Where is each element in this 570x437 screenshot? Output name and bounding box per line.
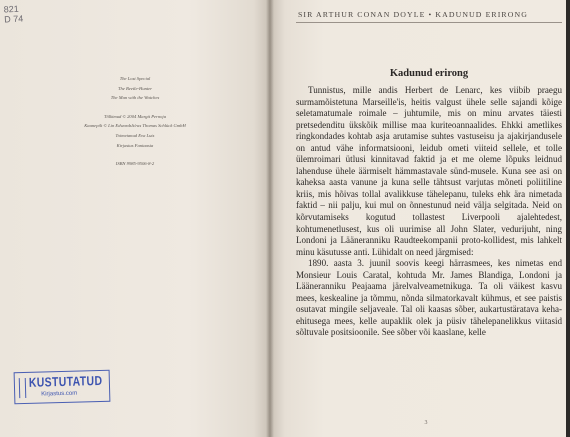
running-head: SIR ARTHUR CONAN DOYLE • KADUNUD ERIRONG (298, 10, 528, 19)
original-title: The Man with the Watches (110, 95, 160, 101)
background-edge (566, 0, 570, 437)
stamp-mark (19, 378, 27, 398)
pencil-note-line: 821 (3, 3, 20, 15)
page-number: 3 (424, 420, 428, 426)
left-page (0, 0, 270, 437)
paragraph: 1890. aasta 3. juunil soovis keegi härrasmees, kes nimetas end Monsieur Louis Caratal, kohtuda Mr. James Blandiga, Londoni ja Lääneranniku Peajaama järelvalveametnikuga. Ta oli väikest kasvu mees, keskealine ja tõmmu, nõnda silmatorkavalt kühmus, et see paistis osutavat mingile seljaveale. Tal oli kaasas sõber, aukartustäratava keha-ehitusega mees, kelle aupaklik olek ja püsiv tähelepanelikkus viitasid sõltuvale positsioonile. See sõber või kaaslane, kelle (296, 258, 562, 338)
stamp-subtitle: Kirjastus.com (41, 390, 78, 398)
paragraph: Tunnistus, mille andis Herbert de Lenarc, kes viibib praegu surmamõistetuna Marseille'is, heitis valgust ühele selle sajandi kõige seletamatumale roimale – juhtumile, mis on minu arvates täiesti pretsedenditu ükskõik millise maa kuriteoannaalides. Ehkki ametlikes ringkondades kohtab asja arutamise suhtes vastuseisu ja ajakirjandusele on antud vähe informatsiooni, leidub ometi viiteid sellele, et tolle ülemroimari ütlusi kinnitavad faktid ja et me oleme lõpuks leidnud lahenduse ühele äärmiselt hämmastavale sünd-musele. Kuna see asi on kaheksa aasta vanune ja kuna selle tähtsust varjutas mõneti poliitiline kriis, mis hõivas tollal avalikkuse tähelepanu, tuleks ehk ära nimetada faktid – nii palju, kui mul on õnnestunud neid välja selgitada. Neid on kõrvutamiseks kogutud tollastest Liverpooli ajalehtedest, kohtumenetlusest, kus oli uurimise all John Slater, vedurijuht, ning Londoni ja Lääneranniku Raudteekompanii proto-kollidest, mis lahkelt minu käsutusse anti. Lühidalt on need järgmised: (296, 85, 562, 257)
pencil-note-line: D 74 (4, 13, 24, 25)
pencil-note (3, 4, 23, 25)
original-title: The Beetle-Hunter (117, 85, 153, 91)
credit-line: Toimetanud Eva Luts (115, 132, 155, 138)
credit-line: Kirjastus Fantaasia (116, 142, 154, 148)
header-rule (296, 22, 562, 23)
stamp-title: KUSTUTATUD (28, 372, 103, 390)
original-title: The Lost Special (119, 76, 151, 81)
credit-line: Tõlkimud © 2004 Margit Pernoja (103, 113, 166, 119)
body-text (296, 85, 562, 339)
credit-line: Kaanepilt © Lin Edwardslt/ras Thomas Schlück GmbH (84, 123, 186, 129)
chapter-title: Kadunud erirong (389, 68, 469, 79)
library-stamp (14, 370, 111, 405)
isbn: ISBN 9985-9506-8-2 (115, 161, 155, 167)
book-gutter (266, 0, 274, 437)
imprint-block (60, 74, 210, 169)
